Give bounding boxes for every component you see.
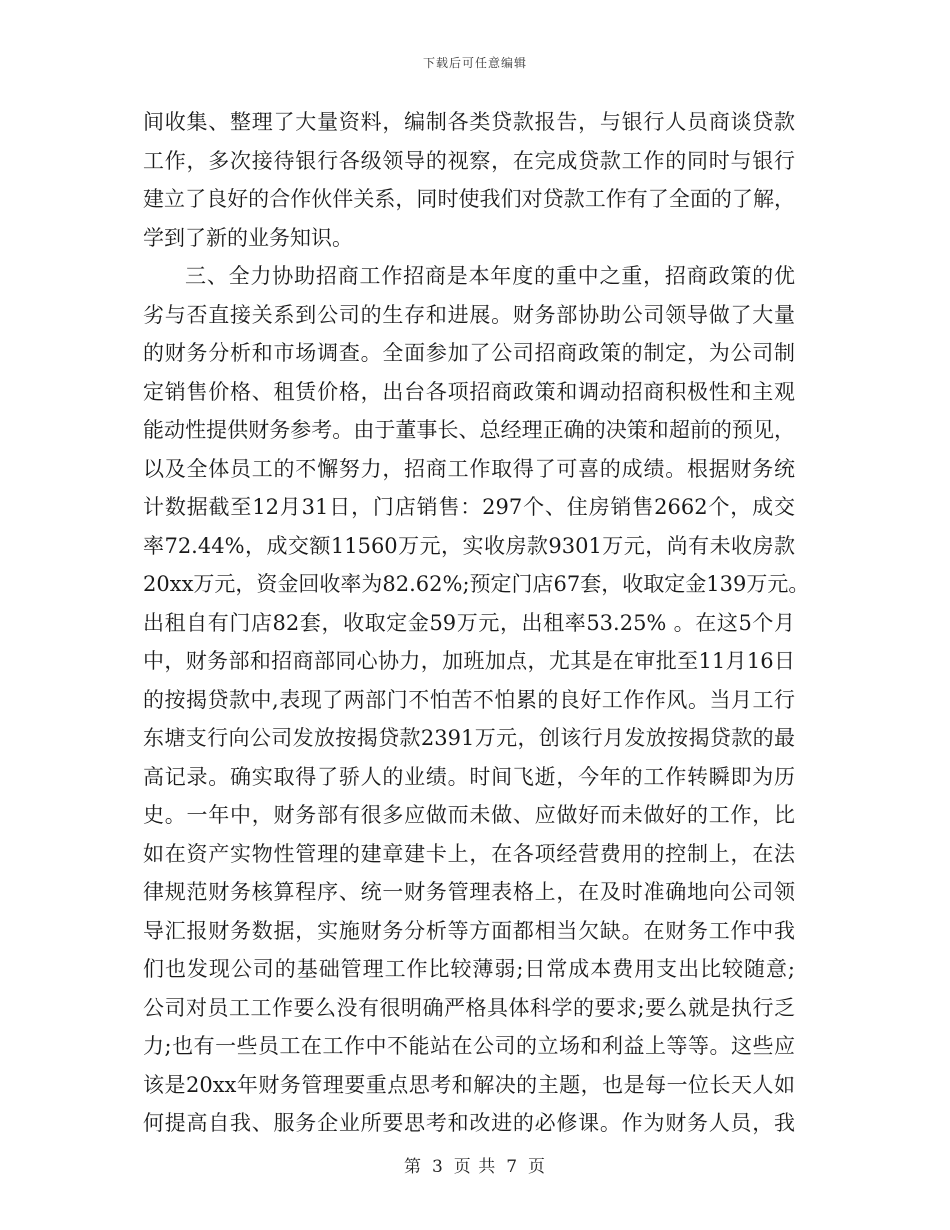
body-line-4: 学到了新的业务知识。 [143, 225, 353, 250]
body-line-15: 中，财务部和招商部同心协力，加班加点，尤其是在审批至11月16日 [143, 649, 795, 673]
body-line-3: 建立了良好的合作伙伴关系，同时使我们对贷款工作有了全面的了解， [143, 187, 795, 211]
body-line-27: 何提高自我、服务企业所要思考和改进的必修课。作为财务人员，我 [143, 1111, 795, 1135]
body-line-1: 间收集、整理了大量资料，编制各类贷款报告，与银行人员商谈贷款 [143, 110, 795, 134]
body-line-19: 史。一年中，财务部有很多应做而未做、应做好而未做好的工作，比 [143, 803, 795, 827]
body-line-7: 的财务分析和市场调查。全面参加了公司招商政策的制定，为公司制 [143, 341, 795, 365]
body-line-23: 们也发现公司的基础管理工作比较薄弱;日常成本费用支出比较随意; [143, 957, 795, 981]
body-line-13: 20xx万元，资金回收率为82.62%;预定门店67套，收取定金139万元。 [143, 572, 810, 596]
footer-prefix: 第 [403, 1157, 422, 1177]
body-line-10: 以及全体员工的不懈努力，招商工作取得了可喜的成绩。根据财务统 [143, 456, 795, 481]
body-line-12: 率72.44%，成交额11560万元，实收房款9301万元，尚有未收房款 [143, 533, 795, 558]
body-line-16: 的按揭贷款中,表现了两部门不怕苦不怕累的良好工作作风。当月工行 [143, 687, 795, 712]
body-line-26: 该是20xx年财务管理要重点思考和解决的主题，也是每一位长天人如 [143, 1072, 795, 1097]
body-line-22: 导汇报财务数据，实施财务分析等方面都相当欠缺。在财务工作中我 [143, 918, 795, 943]
footer-page-number: 3 [431, 1157, 444, 1177]
footer-suffix: 页 [528, 1157, 547, 1177]
body-line-25: 力;也有一些员工在工作中不能站在公司的立场和利益上等等。这些应 [143, 1034, 795, 1058]
body-line-2: 工作，多次接待银行各级领导的视察，在完成贷款工作的同时与银行 [143, 148, 795, 173]
body-line-6: 劣与否直接关系到公司的生存和进展。财务部协助公司领导做了大量 [143, 302, 795, 327]
footer-total-pages: 7 [506, 1157, 519, 1177]
body-line-11: 计数据截至12月31日，门店销售：297个、住房销售2662个，成交 [143, 495, 795, 519]
body-line-5: 三、全力协助招商工作招商是本年度的重中之重，招商政策的优 [185, 264, 795, 288]
body-line-21: 律规范财务核算程序、统一财务管理表格上，在及时准确地向公司领 [143, 880, 795, 904]
body-line-18: 高记录。确实取得了骄人的业绩。时间飞逝，今年的工作转瞬即为历 [143, 764, 795, 789]
body-line-17: 东塘支行向公司发放按揭贷款2391万元，创该行月发放按揭贷款的最 [143, 726, 795, 750]
body-line-14: 出租自有门店82套，收取定金59万元，出租率53.25% 。在这5个月 [143, 610, 795, 635]
body-line-9: 能动性提供财务参考。由于董事长、总经理正确的决策和超前的预见， [143, 418, 795, 442]
body-line-24: 公司对员工工作要么没有很明确严格具体科学的要求;要么就是执行乏 [143, 995, 795, 1020]
body-line-20: 如在资产实物性管理的建章建卡上，在各项经营费用的控制上，在法 [143, 841, 795, 866]
body-line-8: 定销售价格、租赁价格，出台各项招商政策和调动招商积极性和主观 [143, 379, 795, 404]
page-header: 下载后可任意编辑 [422, 56, 527, 70]
page-footer [0, 1152, 950, 1177]
document-body [143, 103, 810, 1143]
footer-middle: 页 共 [453, 1157, 497, 1177]
